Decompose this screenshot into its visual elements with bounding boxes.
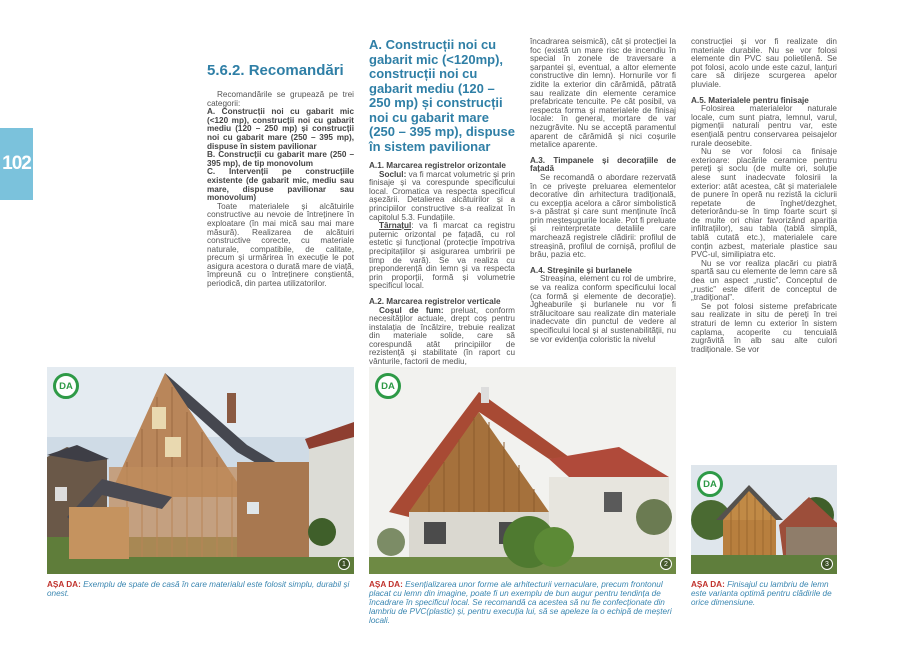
a2-cos-paragraph [369, 307, 515, 367]
caption-2-label: AȘA DA: [369, 580, 403, 589]
photo-1 [47, 367, 354, 574]
photo-number-3: 3 [821, 558, 833, 570]
cos-text: preluat, conform necesităților actuale, drept coș pentru instalația de încălzire, trebuie realizat din materiale solide, care să corespundă atât principiilor de rezistență și stabilitate (în raport cu vânturile, factorii de mediu, [369, 305, 515, 367]
a3-title: A.3. Timpanele și decorațiile de fațadă [530, 155, 676, 174]
column-1 [207, 62, 354, 302]
a5-paragraph-4: Se pot folosi sisteme prefabricate sau realizate in situ de pereți în trei straturi de lemn cu exterior în sistem caplama, acoperite cu tencuială zugrăvită în alb sau alte culori tradiționale. Se vor [691, 301, 837, 354]
category-b: B. Construcții cu gabarit mare (250 – 395 mp), de tip monovolum [207, 150, 354, 168]
photo-3 [691, 465, 837, 574]
a5-title: A.5. Materialele pentru finisaje [691, 95, 809, 105]
tarnat-text: : va fi marcat ca registru puternic orizontal pe fațadă, cu rol estetic și funcțional (protecție împotriva precipitațiilor și asigurarea umbririi pe timp de vară). Se va realiza cu preponderență din lemn și va respecta prin proporții, formă și volumetrie specificul local. [369, 221, 515, 291]
caption-1 [47, 580, 354, 598]
column-3 [530, 38, 676, 360]
house-gable-illustration [369, 367, 676, 574]
gutters-continued-text: construcției și vor fi realizate din materiale durabile. Nu se vor folosi elemente din PVC sau polietilenă. Se pot folosi, acolo unde este cazul, lanțuri care să dirijeze scurgerea apelor pluviale. [691, 37, 837, 89]
a1-title: A.1. Marcarea registrelor orizontale [369, 161, 506, 170]
da-badge-3: DA [697, 471, 723, 497]
tarnat-label: Târnațul [379, 221, 412, 231]
caption-1-text: Exemplu de spate de casă în care materialul este folosit simplu, durabil și onest. [47, 580, 350, 598]
category-c: C. Intervenții pe construcțiile existente (de gabarit mic, mediu sau mare, dispuse pavilionar sau monovolum) [207, 167, 354, 203]
a4-title: A.4. Streșinile și burlanele [530, 265, 632, 275]
caption-2-text: Esențializarea unor forme ale arhitecturii vernaculare, precum frontonul placat cu lemn din imagine, poate fi un exemplu de bun augur pentru tendința de încadrare în specificul local. Se recomandă ca acestea să nu fie confecționate din lambriu de PVC(plastic) și, pentru execuția lui, să se apeleze la o echipă de meșteri locali. [369, 580, 672, 625]
soclul-label: Soclul: [379, 169, 407, 179]
a5-paragraph-3: Nu se vor realiza placări cu piatră spartă sau cu elemente de lemn care să dea un aspect „rustic”. Conceptul de „rustic” este diferit de conceptul de „tradițional”. [691, 258, 837, 303]
cos-label: Coșul de fum: [379, 305, 444, 315]
subsection-a-heading: A. Construcții noi cu gabarit mic (<120mp), construcții noi cu gabarit mediu (120 – 250 mp) și construcții noi cu gabarit mare (250 – 395 mp), dispuse în sistem pavilionar [369, 37, 515, 154]
a3-text: Se recomandă o abordare rezervată în ce privește preluarea elementelor decorative din arhitectura tradițională, cu excepția acelora a căror simbolistică s-a păstrat și care sunt menținute încă prin meșteșugurile locale. Pot fi preluate și reinterpretate detaliile care marchează registrele clădirii: profilul de streașină, profilul de cornișă, profilul de brâu, pazia etc. [530, 172, 676, 260]
a4-text: Streașina, element cu rol de umbrire, se va realiza conform specificului local (ca formă și elemente de decorație). Jgheaburile și burlanele nu vor fi strălucitoare sau realizate din materiale inadecvate din punctul de vedere al specificului local și al sustenabilității, nu se vor evidenția coloristic la nivelul [530, 274, 676, 344]
wooden-house-illustration [47, 367, 354, 574]
a2-title: A.2. Marcarea registrelor verticale [369, 296, 501, 306]
photo-number-2: 2 [660, 558, 672, 570]
intro-text: Recomandările se grupează pe trei categorii: [207, 90, 354, 108]
caption-1-label: AȘA DA: [47, 580, 81, 589]
caption-2 [369, 580, 676, 625]
da-badge-1: DA [53, 373, 79, 399]
a1-tarnat-paragraph [369, 222, 515, 291]
maintenance-text: Toate materialele și alcătuirile constructive au nevoie de întreținere în exploatare (în mai mică sau mai mare măsură). Realizarea de alcătuiri constructive corecte, cu materiale naturale, compatibile, de calitate, precum și urmărirea în execuție le pot asigura acestora o durată mare de viață, împreună cu o întreținere conștientă, periodică, din partea utilizatorilor. [207, 201, 355, 289]
column-4 [691, 38, 837, 360]
a1-soclul-paragraph [369, 171, 515, 223]
column-2 [369, 37, 515, 367]
chimney-continued-text: încadrarea seismică), cât și protecției la foc (există un mare risc de incendiu în special în zonele de traversare a șarpantei și, eventual, a altor elemente constructive din lemn). Hornurile vor fi zidite la exterior din cărămidă, pătrată sau realizate din elemente ceramice prefabricate tencuite. Pe cât posibil, va respecta forma și materialele de finisaj locale: în general, mortare de var nezugrăvite. Nu se acceptă paramentul aparent de cărămidă și nici coșurile metalice aparente. [530, 37, 676, 150]
a5-paragraph-1: Folosirea materialelor naturale locale, cum sunt piatra, lemnul, varul, pigmenții naturali pentru var, este esențială pentru conservarea peisajelor rurale deosebite. [691, 104, 837, 148]
photo-2 [369, 367, 676, 574]
section-heading: 5.6.2. Recomandări [207, 62, 344, 79]
photo-number-1: 1 [338, 558, 350, 570]
category-a: A. Construcții noi cu gabarit mic (<120 mp), construcții noi cu gabarit mediu (120 – 250 mp) și construcții noi cu gabarit mare (250 – 395 mp), dispuse în sistem pavilionar [207, 107, 354, 151]
caption-3 [691, 580, 837, 607]
caption-3-text: Finisajul cu lambriu de lemn este varianta optimă pentru clădirile de orice dimensiune. [691, 580, 832, 607]
a5-paragraph-2: Nu se vor folosi ca finisaje exterioare: placările ceramice pentru pereți și soclu (de multe ori, soluție alese sunt inadecvate folosirii la exterior: atât acestea, cât și materialele de punere în operă nu rezistă la ciclurii repetate de înghet/dezghet, deteriorându-se în timp foarte scurt și de multe ori chiar favorizând apariția infiltrațiilor), sau tabla (tablă simplă, tablă cutată etc.), materialele care conțin azbest, materiale plastice sau PVC-ul, similipiatra etc. [691, 147, 837, 260]
page-number-tab: 102 [0, 128, 33, 200]
da-badge-2: DA [375, 373, 401, 399]
caption-3-label: AȘA DA: [691, 580, 725, 589]
soclul-text: va fi marcat volumetric și prin finisaje și va corespunde specificului local. Cromatica va respecta specificul așezării. Detalierea alcătuirilor și a principiilor constructive s-a realizat în capitolul 5.3. Fundațiile. [369, 169, 515, 222]
